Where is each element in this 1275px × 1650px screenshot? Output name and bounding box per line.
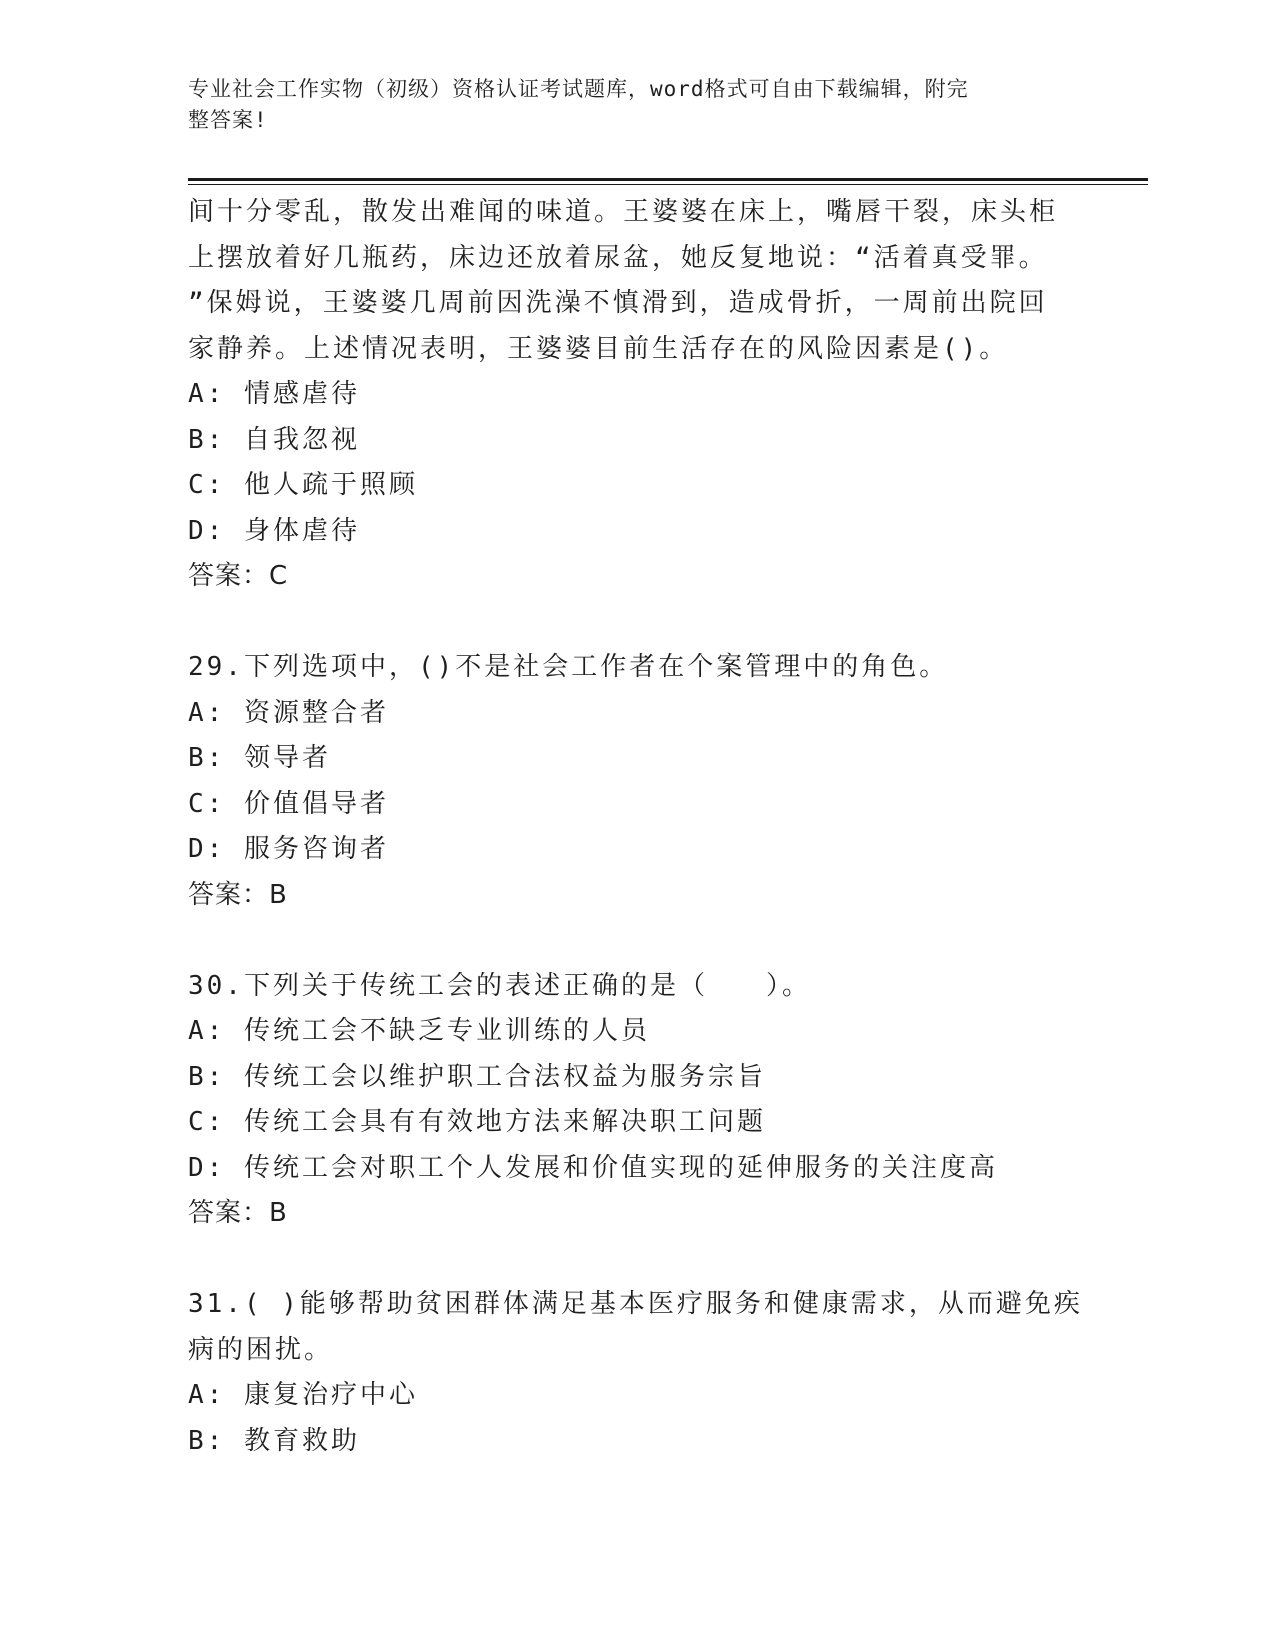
question-30 — [188, 964, 1088, 1237]
spacer — [188, 918, 1088, 964]
question-stem-line: 间十分零乱，散发出难闻的味道。王婆婆在床上，嘴唇干裂，床头柜 — [188, 197, 1059, 227]
question-29 — [188, 645, 1088, 918]
question-stem-line: 上摆放着好几瓶药，床边还放着尿盆，她反复地说：“活着真受罪。 — [188, 242, 1048, 273]
answer-line: 答案：B — [188, 1198, 288, 1228]
option-c: C: 传统工会具有有效地方法来解决职工问题 — [188, 1107, 766, 1137]
option-b: B: 自我忽视 — [188, 424, 360, 455]
option-a: A: 康复治疗中心 — [188, 1380, 418, 1410]
option-b: B: 传统工会以维护职工合法权益为服务宗旨 — [188, 1061, 766, 1092]
header-line-2: 整答案! — [188, 108, 268, 132]
option-d: D: 服务咨询者 — [188, 834, 389, 864]
question-31 — [188, 1282, 1088, 1464]
option-c: C: 他人疏于照顾 — [188, 470, 418, 500]
option-d: D: 传统工会对职工个人发展和价值实现的延伸服务的关注度高 — [188, 1152, 998, 1183]
answer-line: 答案：C — [188, 561, 289, 591]
question-stem-line: 29.下列选项中，()不是社会工作者在个案管理中的角色。 — [188, 652, 949, 682]
option-d: D: 身体虐待 — [188, 515, 360, 546]
document-header — [188, 74, 1068, 136]
option-a: A: 资源整合者 — [188, 697, 389, 728]
answer-line: 答案：B — [188, 879, 288, 910]
question-stem-line: 31.( )能够帮助贫困群体满足基本医疗服务和健康需求，从而避免疾 — [188, 1289, 1083, 1319]
question-list — [188, 190, 1088, 1464]
header-divider-thin — [188, 184, 1148, 185]
question-stem-line: 家静养。上述情况表明，王婆婆目前生活存在的风险因素是()。 — [188, 333, 1009, 364]
option-b: B: 教育救助 — [188, 1425, 360, 1456]
question-stem-line: 病的困扰。 — [188, 1334, 334, 1365]
question-stem-line: 30.下列关于传统工会的表述正确的是（ ）。 — [188, 970, 811, 1001]
question-28 — [188, 190, 1088, 600]
header-line-1: 专业社会工作实物（初级）资格认证考试题库，word格式可自由下载编辑，附完 — [188, 77, 969, 101]
option-a: A: 传统工会不缺乏专业训练的人员 — [188, 1016, 650, 1046]
spacer — [188, 1237, 1088, 1283]
spacer — [188, 600, 1088, 646]
option-a: A: 情感虐待 — [188, 379, 360, 409]
option-c: C: 价值倡导者 — [188, 788, 389, 819]
header-divider-thick — [188, 178, 1148, 181]
question-stem-line: ”保姆说，王婆婆几周前因洗澡不慎滑到，造成骨折，一周前出院回 — [188, 288, 1048, 318]
option-b: B: 领导者 — [188, 743, 331, 773]
